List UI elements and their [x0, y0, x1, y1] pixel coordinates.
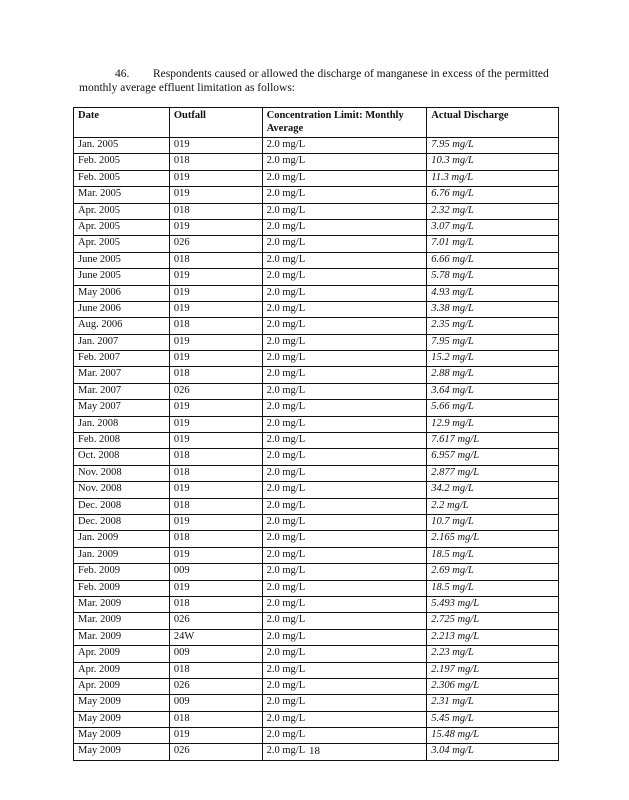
table-row: [74, 269, 559, 285]
cell-actual-discharge: 15.48 mg/L: [427, 728, 559, 744]
cell-actual-discharge: 15.2 mg/L: [427, 351, 559, 367]
cell-date: May 2007: [74, 400, 170, 416]
cell-limit: 2.0 mg/L: [262, 203, 427, 219]
table-row: [74, 219, 559, 235]
cell-limit: 2.0 mg/L: [262, 236, 427, 252]
cell-date: Mar. 2007: [74, 367, 170, 383]
cell-date: Apr. 2009: [74, 662, 170, 678]
cell-outfall: 018: [169, 203, 262, 219]
cell-outfall: 019: [169, 580, 262, 596]
cell-actual-discharge: 4.93 mg/L: [427, 285, 559, 301]
cell-outfall: 019: [169, 416, 262, 432]
table-row: [74, 449, 559, 465]
cell-limit: 2.0 mg/L: [262, 334, 427, 350]
cell-limit: 2.0 mg/L: [262, 662, 427, 678]
table-row: [74, 498, 559, 514]
cell-limit: 2.0 mg/L: [262, 596, 427, 612]
table-row: [74, 154, 559, 170]
cell-limit: 2.0 mg/L: [262, 351, 427, 367]
table-row: [74, 482, 559, 498]
cell-outfall: 018: [169, 252, 262, 268]
table-row: [74, 334, 559, 350]
cell-date: Feb. 2007: [74, 351, 170, 367]
cell-date: May 2009: [74, 728, 170, 744]
cell-limit: 2.0 mg/L: [262, 465, 427, 481]
cell-date: Mar. 2009: [74, 613, 170, 629]
table-row: [74, 301, 559, 317]
cell-date: Nov. 2008: [74, 482, 170, 498]
table-row: [74, 367, 559, 383]
cell-limit: 2.0 mg/L: [262, 154, 427, 170]
cell-date: Apr. 2005: [74, 219, 170, 235]
cell-date: Apr. 2009: [74, 646, 170, 662]
cell-actual-discharge: 7.01 mg/L: [427, 236, 559, 252]
table-row: [74, 646, 559, 662]
cell-limit: 2.0 mg/L: [262, 269, 427, 285]
cell-actual-discharge: 2.2 mg/L: [427, 498, 559, 514]
cell-date: Feb. 2005: [74, 170, 170, 186]
cell-outfall: 026: [169, 383, 262, 399]
cell-outfall: 018: [169, 531, 262, 547]
cell-outfall: 019: [169, 433, 262, 449]
cell-limit: 2.0 mg/L: [262, 547, 427, 563]
cell-outfall: 019: [169, 334, 262, 350]
cell-date: Feb. 2009: [74, 580, 170, 596]
table-row: [74, 318, 559, 334]
cell-outfall: 018: [169, 154, 262, 170]
cell-limit: 2.0 mg/L: [262, 498, 427, 514]
cell-date: Mar. 2005: [74, 187, 170, 203]
cell-outfall: 019: [169, 728, 262, 744]
cell-actual-discharge: 18.5 mg/L: [427, 547, 559, 563]
cell-limit: 2.0 mg/L: [262, 482, 427, 498]
cell-actual-discharge: 6.76 mg/L: [427, 187, 559, 203]
table-row: [74, 547, 559, 563]
table-body: [74, 138, 559, 761]
cell-limit: 2.0 mg/L: [262, 367, 427, 383]
cell-limit: 2.0 mg/L: [262, 383, 427, 399]
cell-actual-discharge: 3.38 mg/L: [427, 301, 559, 317]
cell-actual-discharge: 2.725 mg/L: [427, 613, 559, 629]
cell-limit: 2.0 mg/L: [262, 252, 427, 268]
cell-outfall: 019: [169, 269, 262, 285]
cell-date: Feb. 2008: [74, 433, 170, 449]
cell-date: Aug. 2006: [74, 318, 170, 334]
cell-date: Feb. 2005: [74, 154, 170, 170]
header-concentration-limit: Concentration Limit: Monthly Average: [262, 108, 427, 138]
table-row: [74, 711, 559, 727]
table-row: [74, 728, 559, 744]
cell-actual-discharge: 2.877 mg/L: [427, 465, 559, 481]
cell-limit: 2.0 mg/L: [262, 433, 427, 449]
cell-limit: 2.0 mg/L: [262, 170, 427, 186]
table-row: [74, 695, 559, 711]
cell-actual-discharge: 3.64 mg/L: [427, 383, 559, 399]
cell-actual-discharge: 2.197 mg/L: [427, 662, 559, 678]
table-row: [74, 678, 559, 694]
cell-outfall: 018: [169, 318, 262, 334]
paragraph-text: Respondents caused or allowed the discharge of manganese in excess of the permitted monthly average effluent limitation as follows:: [79, 68, 549, 94]
cell-outfall: 019: [169, 285, 262, 301]
cell-actual-discharge: 6.66 mg/L: [427, 252, 559, 268]
cell-outfall: 009: [169, 646, 262, 662]
cell-outfall: 026: [169, 744, 262, 760]
cell-limit: 2.0 mg/L: [262, 301, 427, 317]
cell-limit: 2.0 mg/L: [262, 400, 427, 416]
cell-date: Mar. 2009: [74, 629, 170, 645]
table-header-row: [74, 108, 559, 138]
table-row: [74, 465, 559, 481]
paragraph-number: 46.: [115, 68, 130, 80]
cell-actual-discharge: 10.3 mg/L: [427, 154, 559, 170]
table-row: [74, 596, 559, 612]
table-row: [74, 416, 559, 432]
cell-limit: 2.0 mg/L: [262, 744, 427, 760]
cell-limit: 2.0 mg/L: [262, 613, 427, 629]
cell-limit: 2.0 mg/L: [262, 416, 427, 432]
cell-actual-discharge: 11.3 mg/L: [427, 170, 559, 186]
cell-limit: 2.0 mg/L: [262, 318, 427, 334]
table-row: [74, 564, 559, 580]
cell-limit: 2.0 mg/L: [262, 728, 427, 744]
cell-date: June 2005: [74, 269, 170, 285]
cell-outfall: 019: [169, 400, 262, 416]
cell-actual-discharge: 2.23 mg/L: [427, 646, 559, 662]
cell-date: Apr. 2009: [74, 678, 170, 694]
cell-actual-discharge: 5.78 mg/L: [427, 269, 559, 285]
table-row: [74, 138, 559, 154]
cell-date: Jan. 2009: [74, 531, 170, 547]
cell-outfall: 026: [169, 613, 262, 629]
cell-outfall: 019: [169, 187, 262, 203]
cell-outfall: 018: [169, 465, 262, 481]
table-row: [74, 351, 559, 367]
cell-date: Apr. 2005: [74, 203, 170, 219]
cell-date: May 2009: [74, 711, 170, 727]
table-row: [74, 170, 559, 186]
table-row: [74, 580, 559, 596]
table-row: [74, 187, 559, 203]
cell-actual-discharge: 2.32 mg/L: [427, 203, 559, 219]
cell-limit: 2.0 mg/L: [262, 678, 427, 694]
cell-outfall: 019: [169, 514, 262, 530]
cell-outfall: 009: [169, 695, 262, 711]
cell-outfall: 019: [169, 170, 262, 186]
cell-outfall: 018: [169, 449, 262, 465]
cell-outfall: 018: [169, 711, 262, 727]
cell-outfall: 018: [169, 596, 262, 612]
cell-date: Apr. 2005: [74, 236, 170, 252]
cell-outfall: 026: [169, 678, 262, 694]
cell-date: Jan. 2008: [74, 416, 170, 432]
table-row: [74, 203, 559, 219]
cell-limit: 2.0 mg/L: [262, 449, 427, 465]
cell-actual-discharge: 2.88 mg/L: [427, 367, 559, 383]
header-outfall: Outfall: [169, 108, 262, 138]
cell-actual-discharge: 10.7 mg/L: [427, 514, 559, 530]
cell-date: Jan. 2005: [74, 138, 170, 154]
cell-actual-discharge: 5.45 mg/L: [427, 711, 559, 727]
cell-actual-discharge: 5.66 mg/L: [427, 400, 559, 416]
table-row: [74, 662, 559, 678]
cell-date: May 2009: [74, 695, 170, 711]
cell-actual-discharge: 12.9 mg/L: [427, 416, 559, 432]
cell-date: Dec. 2008: [74, 498, 170, 514]
cell-limit: 2.0 mg/L: [262, 514, 427, 530]
cell-actual-discharge: 34.2 mg/L: [427, 482, 559, 498]
cell-limit: 2.0 mg/L: [262, 629, 427, 645]
cell-limit: 2.0 mg/L: [262, 695, 427, 711]
cell-outfall: 24W: [169, 629, 262, 645]
table-row: [74, 629, 559, 645]
cell-outfall: 019: [169, 138, 262, 154]
cell-outfall: 018: [169, 367, 262, 383]
page-number: 18: [309, 745, 320, 757]
cell-date: May 2006: [74, 285, 170, 301]
cell-actual-discharge: 5.493 mg/L: [427, 596, 559, 612]
cell-actual-discharge: 18.5 mg/L: [427, 580, 559, 596]
cell-actual-discharge: 7.95 mg/L: [427, 138, 559, 154]
cell-actual-discharge: 2.69 mg/L: [427, 564, 559, 580]
table-row: [74, 514, 559, 530]
cell-outfall: 026: [169, 236, 262, 252]
cell-outfall: 018: [169, 498, 262, 514]
table-row: [74, 433, 559, 449]
cell-limit: 2.0 mg/L: [262, 138, 427, 154]
cell-outfall: 019: [169, 482, 262, 498]
table-row: [74, 531, 559, 547]
cell-date: June 2006: [74, 301, 170, 317]
cell-outfall: 019: [169, 547, 262, 563]
cell-limit: 2.0 mg/L: [262, 711, 427, 727]
cell-date: Oct. 2008: [74, 449, 170, 465]
cell-limit: 2.0 mg/L: [262, 285, 427, 301]
cell-actual-discharge: 6.957 mg/L: [427, 449, 559, 465]
cell-actual-discharge: 2.213 mg/L: [427, 629, 559, 645]
cell-outfall: 019: [169, 219, 262, 235]
cell-limit: 2.0 mg/L: [262, 219, 427, 235]
cell-actual-discharge: 2.306 mg/L: [427, 678, 559, 694]
cell-actual-discharge: 7.617 mg/L: [427, 433, 559, 449]
cell-limit: 2.0 mg/L: [262, 580, 427, 596]
cell-date: Dec. 2008: [74, 514, 170, 530]
header-date: Date: [74, 108, 170, 138]
table-row: [74, 383, 559, 399]
cell-limit: 2.0 mg/L: [262, 564, 427, 580]
cell-date: Mar. 2007: [74, 383, 170, 399]
manganese-discharge-table: [73, 107, 559, 761]
cell-date: Jan. 2007: [74, 334, 170, 350]
cell-limit: 2.0 mg/L: [262, 646, 427, 662]
cell-limit: 2.0 mg/L: [262, 187, 427, 203]
cell-date: Nov. 2008: [74, 465, 170, 481]
cell-actual-discharge: 7.95 mg/L: [427, 334, 559, 350]
cell-outfall: 019: [169, 351, 262, 367]
table-row: [74, 400, 559, 416]
cell-actual-discharge: 2.165 mg/L: [427, 531, 559, 547]
cell-date: Mar. 2009: [74, 596, 170, 612]
cell-date: June 2005: [74, 252, 170, 268]
paragraph-46: [79, 67, 559, 95]
cell-outfall: 019: [169, 301, 262, 317]
table-row: [74, 252, 559, 268]
cell-outfall: 009: [169, 564, 262, 580]
cell-actual-discharge: 3.04 mg/L: [427, 744, 559, 760]
cell-date: Feb. 2009: [74, 564, 170, 580]
cell-actual-discharge: 2.35 mg/L: [427, 318, 559, 334]
cell-actual-discharge: 2.31 mg/L: [427, 695, 559, 711]
header-actual-discharge: Actual Discharge: [427, 108, 559, 138]
table-row: [74, 285, 559, 301]
cell-limit: 2.0 mg/L: [262, 531, 427, 547]
table-row: [74, 613, 559, 629]
cell-date: May 2009: [74, 744, 170, 760]
cell-outfall: 018: [169, 662, 262, 678]
table-row: [74, 236, 559, 252]
cell-date: Jan. 2009: [74, 547, 170, 563]
cell-actual-discharge: 3.07 mg/L: [427, 219, 559, 235]
